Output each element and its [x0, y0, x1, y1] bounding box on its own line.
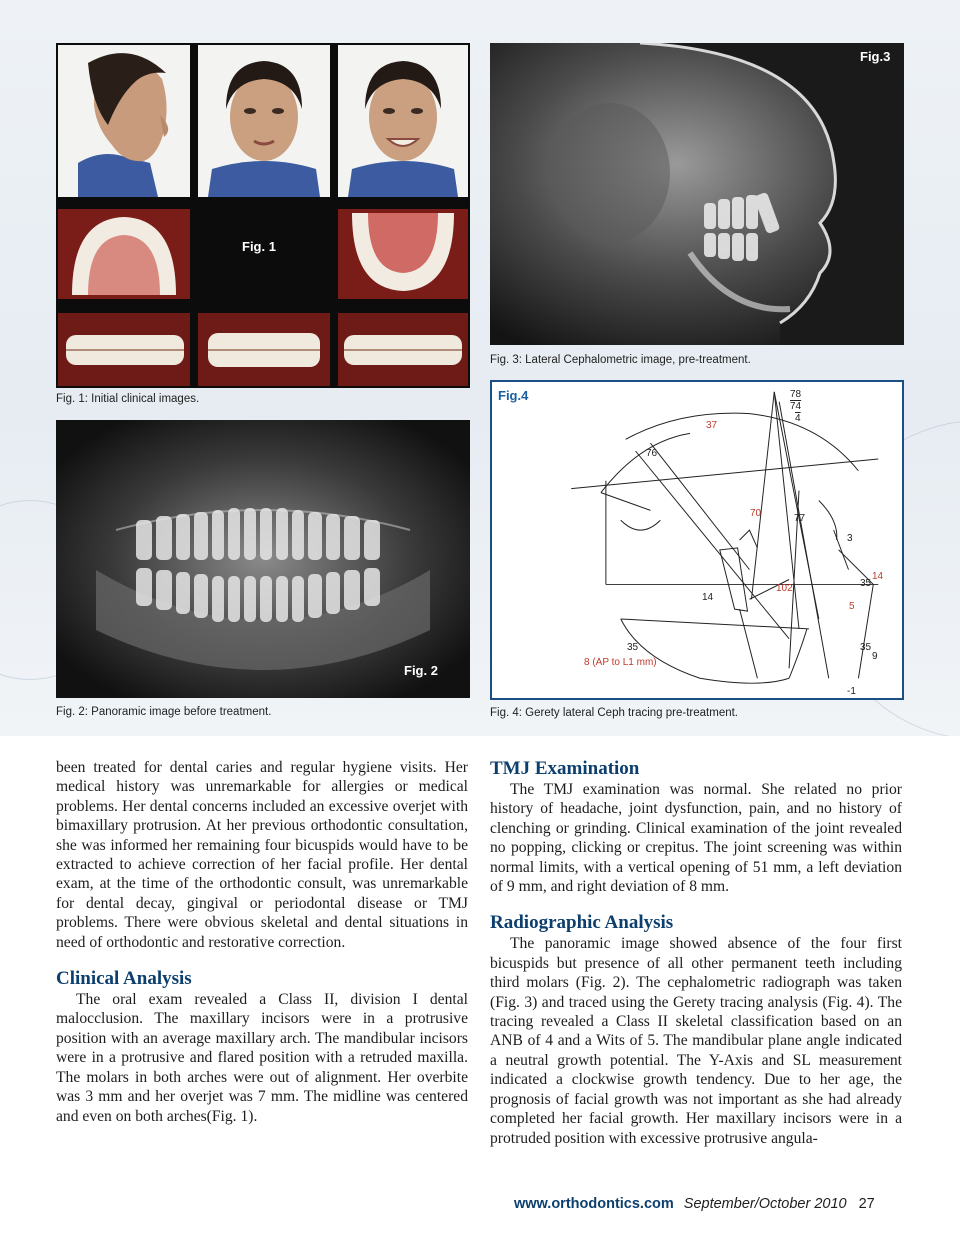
tracing-label-35-top: 35	[860, 578, 872, 589]
tracing-label-77: 77	[794, 513, 806, 524]
fig4-label: Fig.4	[498, 388, 529, 403]
body-paragraph: The panoramic image showed absence of the four first bicuspids but presence of all other permanent teeth including third molars (Fig. 2). The cephalometric radiograph was taken (Fig. 3) and traced using the Gerety tracing analysis (Fig. 4). The tracing revealed a Class II skeletal classification based on an ANB of 4 and a Wits of 5. The mandibular plane angle indicated a neutral growth potential. The Y-Axis and SL measurement indicated a clockwise growth tendency. Due to her age, the prognosis of facial growth was not important as she had already completed her facial growth. Her maxillary incisors were in a protruded position with excessive protrusive angula-	[490, 935, 902, 1147]
tracing-label-4: 4	[795, 413, 801, 424]
tracing-label-74: 74	[790, 401, 802, 412]
fig2-panoramic	[56, 420, 470, 698]
fig4-caption: Fig. 4: Gerety lateral Ceph tracing pre-treatment.	[490, 707, 738, 719]
tracing-label-3: 3	[847, 533, 853, 544]
tracing-label-102: 102	[776, 583, 793, 594]
tracing-label-70: 70	[750, 508, 762, 519]
body-paragraph: The TMJ examination was normal. She related no prior history of headache, joint dysfunction, pain, and no history of clenching or grinding. Clinical examination of the joint revealed no popping, clicking or crepitus. The joint screening was within normal limits, with a vertical opening of 51 mm, a left deviation of 9 mm, and right deviation of 8 mm.	[490, 781, 902, 896]
fig3-caption: Fig. 3: Lateral Cephalometric image, pre-treatment.	[490, 354, 751, 366]
upper-arch-photo	[58, 209, 190, 299]
section-heading-tmj: TMJ Examination	[490, 758, 640, 779]
tracing-label-37: 37	[706, 420, 718, 431]
page-footer	[514, 1196, 906, 1212]
tracing-label-14-red: 14	[872, 571, 884, 582]
tracing-label-35-right: 35	[860, 642, 872, 653]
body-paragraph: been treated for dental caries and regular hygiene visits. Her medical history was unremarkable for allergies or medical problems. Her dental concerns included an excessive overjet with bimaxillary protrusion. At her previous orthodontic consultation, she was informed her remaining four bicuspids would have to be extracted to achieve correction of her facial profile. Her dental exam, at the time of the orthodontic consult, was unremarkable for dental decay, gingival or periodontal disease or TMJ problems. There were obvious skeletal and dental situations in need of orthodontic and restorative correction.	[56, 759, 468, 951]
fig4-gerety-tracing	[490, 380, 904, 700]
lower-arch-photo	[338, 209, 468, 299]
page-number: 27	[858, 1196, 875, 1212]
tracing-label-78: 78	[790, 389, 802, 400]
section-heading-radiographic: Radiographic Analysis	[490, 912, 674, 934]
tracing-label-ap-to-l1: 8 (AP to L1 mm)	[584, 657, 657, 668]
profile-photo	[58, 45, 190, 197]
smile-photo	[338, 45, 468, 197]
tracing-label-9: 9	[872, 651, 878, 662]
fig2-label: Fig. 2	[404, 663, 438, 678]
fig3-label: Fig.3	[860, 49, 891, 64]
section-heading-clinical: Clinical Analysis	[56, 968, 192, 990]
tracing-label-5: 5	[849, 601, 855, 612]
footer-date: September/October 2010	[683, 1196, 847, 1212]
frontal-photo	[198, 45, 330, 197]
fig2-caption: Fig. 2: Panoramic image before treatment.	[56, 706, 272, 718]
frontal-occlusion-photo	[198, 313, 330, 386]
fig3-lateral-ceph	[490, 43, 904, 345]
fig1-clinical-images	[56, 43, 470, 388]
tracing-label-neg1: -1	[847, 686, 856, 697]
left-column	[56, 758, 468, 1126]
right-occlusion-photo	[58, 313, 190, 386]
tracing-label-35-left: 35	[627, 642, 639, 653]
body-paragraph: The oral exam revealed a Class II, division I dental malocclusion. The maxillary incisors were in a protrusive position with an average maxillary arch. The mandibular incisors were in a protrusive and flared position with a retruded maxilla. The molars in both arches were out of alignment. Her overbite was 3 mm and her overjet was 7 mm. The midline was centered and even on both arches(Fig. 1).	[56, 991, 468, 1125]
tracing-drawing	[492, 382, 902, 698]
fig1-label: Fig. 1	[242, 239, 276, 254]
fig1-caption: Fig. 1: Initial clinical images.	[56, 393, 200, 405]
tracing-label-76: 76	[646, 448, 658, 459]
tracing-label-14: 14	[702, 592, 714, 603]
footer-url[interactable]: www.orthodontics.com	[514, 1196, 674, 1212]
right-column	[490, 758, 902, 1148]
left-occlusion-photo	[338, 313, 468, 386]
